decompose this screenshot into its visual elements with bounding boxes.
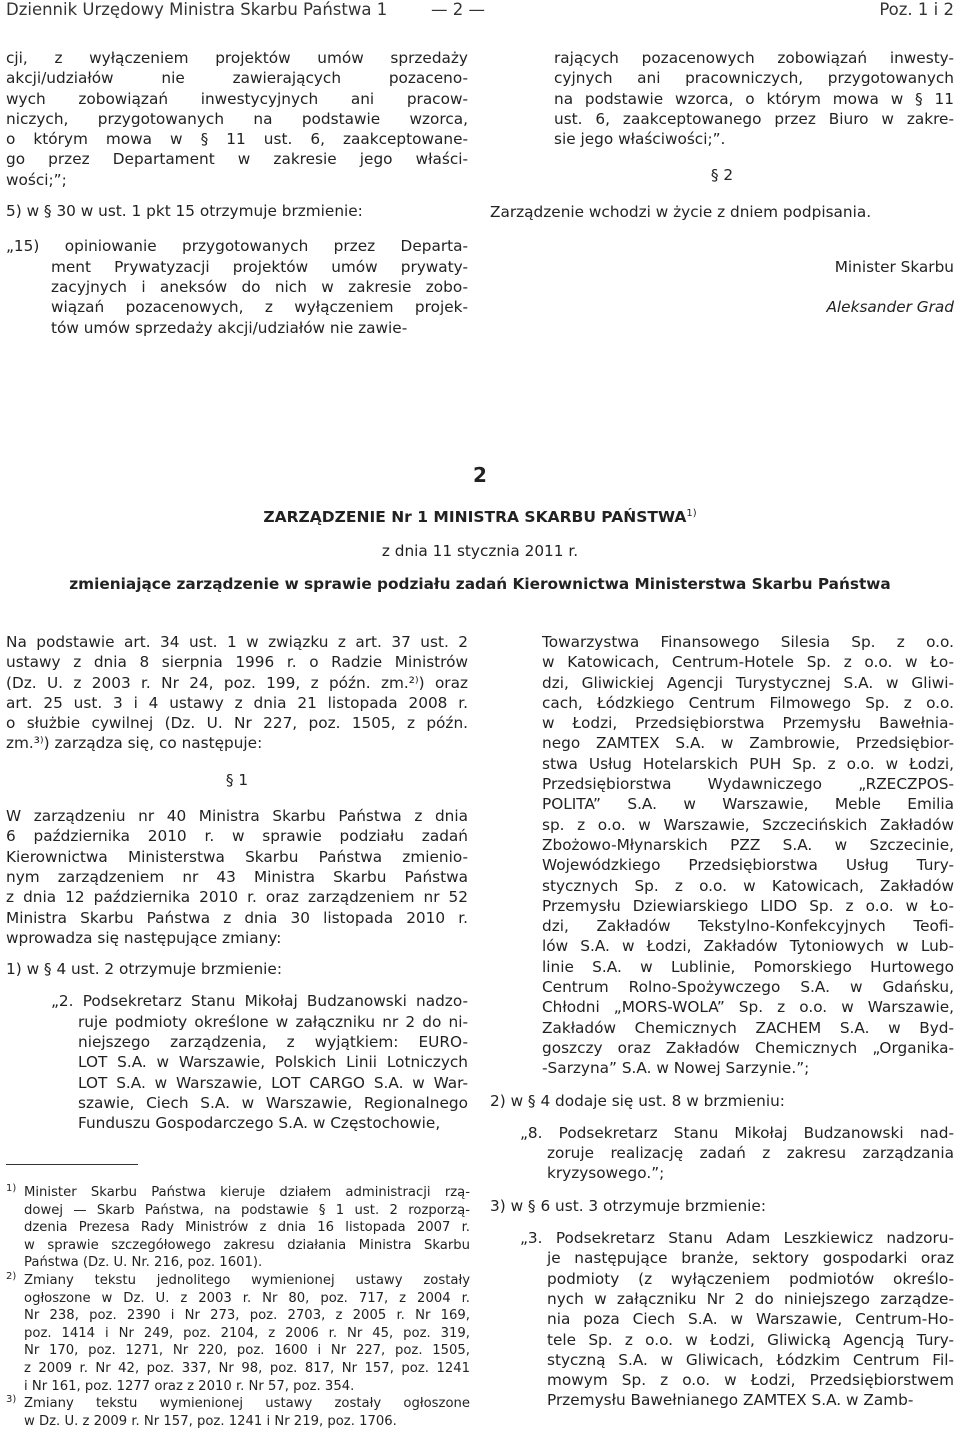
text-line: Centrum Rolno-Spożywczego S.A. w Gdańsku, xyxy=(542,978,954,997)
text-line: Zbożowo-Młynarskich PZZ S.A. w Szczecinie, xyxy=(542,835,954,854)
text-line: linie S.A. w Lublinie, Pomorskiego Hurtowego xyxy=(542,957,954,976)
footnote-line: Zmiany tekstu wymienionej ustawy zostały ogłoszone xyxy=(24,1396,470,1412)
journal-title: Dziennik Urzędowy Ministra Skarbu Państwa 1 xyxy=(6,0,388,19)
text-line: Ministra Skarbu Państwa z dnia 30 listopada 2010 r. xyxy=(6,908,468,927)
text-line: wych zobowiązań inwestycyjnych ani pracow- xyxy=(6,89,468,108)
act-title-text: ZARZĄDZENIE Nr 1 MINISTRA SKARBU PAŃSTWA xyxy=(263,508,687,527)
text-line: -Sarzyna” S.A. w Nowej Sarzynie.”; xyxy=(542,1059,810,1078)
text-line: nego ZAMTEX S.A. w Zambrowie, Przedsiębior- xyxy=(542,734,954,753)
footnote-line: w Dz. U. z 2009 r. Nr 157, poz. 1241 i Nr 219, poz. 1706. xyxy=(24,1413,397,1429)
text-line: Towarzystwa Finansowego Silesia Sp. z o.o. xyxy=(542,633,954,651)
act-date: z dnia 11 stycznia 2011 r. xyxy=(381,542,579,561)
footnote-line: Nr 170, poz. 1271, Nr 220, poz. 1600 i Nr 227, poz. 1505, xyxy=(24,1343,470,1359)
text-line: zoruje realizację zadań z zakresu zarządzania xyxy=(547,1144,954,1163)
text-line: o którym mowa w § 11 ust. 6, zaakceptowane- xyxy=(6,130,468,149)
continuation-text xyxy=(6,48,468,190)
text-line: stycznych Sp. z o.o. w Katowicach, Zakładów xyxy=(542,876,954,895)
text-line: wości;”; xyxy=(6,170,67,189)
text-line: lów S.A. w Łodzi, Zakładów Tytoniowych w Lub- xyxy=(542,937,954,956)
footnote-line: dzenia Prezesa Rady Ministrów z dnia 16 listopada 2007 r. xyxy=(24,1220,470,1236)
footnote-line: Państwa (Dz. U. Nr. 216, poz. 1601). xyxy=(24,1255,263,1271)
amendment-item-2: 2) w § 4 dodaje się ust. 8 w brzmieniu: xyxy=(490,1091,785,1110)
lower-right-column xyxy=(490,632,954,1411)
legal-basis xyxy=(6,632,468,754)
section-1-heading: § 1 xyxy=(225,770,249,789)
act-title xyxy=(0,508,960,526)
text-line: „15) opiniowanie przygotowanych przez Departa- xyxy=(6,237,468,256)
footnote-line: Nr 238, poz. 2390 i Nr 273, poz. 2703, z 2005 r. Nr 169, xyxy=(24,1308,470,1324)
footnote-mark: 2) xyxy=(6,1270,17,1282)
text-line: Wojewódzkiego Przedsiębiorstwa Usług Tury- xyxy=(542,856,954,875)
text-line: dzi, Zakładów Tekstylno-Konfekcyjnych Teofi- xyxy=(542,917,954,936)
lower-left-column xyxy=(6,632,468,1134)
text-line: zacyjnych i aneksów do nich w zakresie zobo- xyxy=(51,277,468,296)
text-line: o służbie cywilnej (Dz. U. Nr 227, poz. 1505, z późn. xyxy=(6,714,468,733)
text-line: (Dz. U. z 2003 r. Nr 24, poz. 199, z późn. zm.²⁾) oraz xyxy=(6,673,468,692)
text-line: Przemysłu Bawełnianego ZAMTEX S.A. w Zamb- xyxy=(547,1391,914,1410)
text-line: kryzysowego.”; xyxy=(547,1164,665,1183)
text-line: sp. z o.o. w Warszawie, Szczecińskich Zakładów xyxy=(542,815,954,834)
footnote-line: w sprawie szczegółowego zakresu działania Ministra Skarbu xyxy=(24,1237,470,1253)
footnote-separator xyxy=(6,1164,138,1165)
text-line: nia poza Ciech S.A. w Warszawie, Centrum-Ho- xyxy=(547,1310,954,1329)
text-line: akcji/udziałów nie zawierających pozaceno- xyxy=(6,69,468,88)
text-line: go przez Departament w zakresie jego właści- xyxy=(6,150,468,169)
text-line: tów umów sprzedaży akcji/udziałów nie zawie- xyxy=(51,318,408,337)
text-line: sie jego właściwości;”. xyxy=(554,130,726,149)
text-line: tele Sp. z o.o. w Łodzi, Gliwicką Agencją Tury- xyxy=(547,1330,954,1349)
text-line: wprowadza się następujące zmiany: xyxy=(6,928,282,947)
text-line: LOT S.A. w Warszawie, Polskich Linii Lotniczych xyxy=(78,1053,468,1072)
text-line: je następujące branże, sektory gospodarki oraz xyxy=(547,1249,954,1268)
footnote-line: i Nr 161, poz. 1277 oraz z 2010 r. Nr 57, poz. 354. xyxy=(24,1378,355,1394)
text-line: Chłodni „MORS-WOLA” Sp. z o.o. w Warszawie, xyxy=(542,998,954,1017)
footnote-mark: 3) xyxy=(6,1394,17,1406)
text-line: rających pozacenowych zobowiązań inwesty- xyxy=(554,49,954,67)
text-line: Na podstawie art. 34 ust. 1 w związku z art. 37 ust. 2 xyxy=(6,633,468,651)
text-line: nych w załączniku Nr 2 do niniejszego zarządze- xyxy=(547,1289,954,1308)
signatory-title: Minister Skarbu xyxy=(834,258,954,277)
section-1-intro xyxy=(6,806,468,948)
text-line: ust. 6, zaakceptowanego przez Biuro w zakre- xyxy=(554,109,954,128)
top-left-column xyxy=(6,48,468,338)
signatory-name: Aleksander Grad xyxy=(826,298,954,317)
text-line: Kierownictwa Ministerstwa Skarbu Państwa zmienio- xyxy=(6,847,468,866)
footnote xyxy=(6,1184,470,1272)
text-line: „3. Podsekretarz Stanu Adam Leszkiewicz nadzoru- xyxy=(520,1229,954,1248)
footnote xyxy=(6,1395,470,1430)
text-line: Funduszu Gospodarczego S.A. w Częstochowie, xyxy=(78,1114,441,1133)
footnote-line: z 2009 r. Nr 42, poz. 337, Nr 98, poz. 817, Nr 157, poz. 1241 xyxy=(24,1360,470,1376)
text-line: stwa Usług Hotelarskich PUH Sp. z o.o. w Łodzi, xyxy=(542,754,954,773)
text-line: „2. Podsekretarz Stanu Mikołaj Budzanowski nadzo- xyxy=(51,992,468,1011)
text-line: W zarządzeniu nr 40 Ministra Skarbu Państwa z dnia xyxy=(6,807,468,826)
text-line: goszczy oraz Zakładów Chemicznych „Organika- xyxy=(542,1038,954,1057)
page-header xyxy=(6,0,954,20)
footnote-line: ogłoszone w Dz. U. z 2003 r. Nr 80, poz. 717, z 2004 r. xyxy=(24,1290,470,1306)
text-line: 6 października 2010 r. w sprawie podziału zadań xyxy=(6,827,468,846)
text-line: zm.³⁾) zarządza się, co następuje: xyxy=(6,734,263,753)
act-subject: zmieniające zarządzenie w sprawie podziału zadań Kierownictwa Ministerstwa Skarbu Państwa xyxy=(69,575,891,594)
text-line: niejszego zarządzenia, z wyjątkiem: EURO- xyxy=(78,1033,468,1052)
act-heading xyxy=(0,462,960,593)
text-line: POLITA” S.A. w Warszawie, Meble Emilia xyxy=(542,795,954,814)
paragraph-8-text xyxy=(490,1123,954,1184)
text-line: cyjnych ani pracowniczych, przygotowanych xyxy=(554,69,954,88)
continuation-entity-list xyxy=(490,632,954,1079)
text-line: ruje podmioty określone w załączniku nr 2 do ni- xyxy=(78,1012,468,1031)
amendment-item-5: 5) w § 30 w ust. 1 pkt 15 otrzymuje brzmienie: xyxy=(6,202,363,221)
text-line: podmioty (z wyłączeniem podmiotów określo- xyxy=(547,1269,954,1288)
effective-date-clause: Zarządzenie wchodzi w życie z dniem podpisania. xyxy=(490,202,872,221)
text-line: z dnia 12 października 2010 r. oraz zarządzeniem nr 52 xyxy=(6,888,468,907)
paragraph-3-text xyxy=(490,1228,954,1411)
text-line: ustawy z dnia 8 sierpnia 1996 r. o Radzie Ministrów xyxy=(6,653,468,672)
text-line: Zakładów Chemicznych ZACHEM S.A. w Byd- xyxy=(542,1018,954,1037)
text-line: Przemysłu Dziewiarskiego LIDO Sp. z o.o. w Ło- xyxy=(542,896,954,915)
text-line: niczych, przygotowanych na podstawie wzorca, xyxy=(6,109,468,128)
text-line: szawie, Ciech S.A. w Warszawie, Regionalnego xyxy=(78,1093,468,1112)
amendment-item-3: 3) w § 6 ust. 3 otrzymuje brzmienie: xyxy=(490,1196,766,1215)
footnote-line: Zmiany tekstu jednolitego wymienionej ustawy zostały xyxy=(24,1272,470,1288)
text-line: w Katowicach, Centrum-Hotele Sp. z o.o. w Ło- xyxy=(542,653,954,672)
text-line: dzi, Gliwickiej Agencji Turystycznej S.A. w Gliwi- xyxy=(542,673,954,692)
footnote-line: dowej — Skarb Państwa, na podstawie § 1 ust. 2 rozporzą- xyxy=(24,1202,470,1218)
text-line: LOT S.A. w Warszawie, LOT CARGO S.A. w War- xyxy=(78,1073,468,1092)
footnotes xyxy=(6,1184,470,1430)
footnote xyxy=(6,1272,470,1395)
text-line: na podstawie wzorca, o którym mowa w § 11 xyxy=(554,89,954,108)
point-15-text xyxy=(6,236,468,337)
footnote-line: Minister Skarbu Państwa kieruje działem administracji rzą- xyxy=(24,1185,470,1200)
text-line: nym zarządzeniem nr 43 Ministra Skarbu Państwa xyxy=(6,867,468,886)
paragraph-2-text xyxy=(6,991,468,1133)
text-line: styczną S.A. w Gliwicach, Łódzkim Centrum Fil- xyxy=(547,1350,954,1369)
text-line: „8. Podsekretarz Stanu Mikołaj Budzanowski nad- xyxy=(520,1123,954,1142)
text-line: Przedsiębiorstwa Wydawniczego „RZECZPOS- xyxy=(542,775,954,794)
text-line: mowym Sp. z o.o. w Łodzi, Przedsiębiorstwem xyxy=(547,1371,954,1390)
text-line: art. 25 ust. 3 i 4 ustawy z dnia 21 listopada 2008 r. xyxy=(6,693,468,712)
page-number: — 2 — xyxy=(431,0,485,19)
text-line: w Łodzi, Przedsiębiorstwa Przemysłu Bawełnia- xyxy=(542,714,954,733)
text-line: cach, Łódzkiego Centrum Filmowego Sp. z o.o. xyxy=(542,693,954,712)
text-line: cji, z wyłączeniem projektów umów sprzedaży xyxy=(6,49,468,67)
act-title-footnote-ref: 1) xyxy=(686,508,697,519)
footnote-mark: 1) xyxy=(6,1183,17,1194)
text-line: ment Prywatyzacji projektów umów prywaty- xyxy=(51,257,468,276)
footnote-line: poz. 1414 i Nr 249, poz. 2104, z 2006 r. Nr 45, poz. 319, xyxy=(24,1325,470,1341)
text-line: wiązań pozacenowych, z wyłączeniem projek- xyxy=(51,298,468,317)
top-right-column xyxy=(490,48,954,318)
amendment-item-1: 1) w § 4 ust. 2 otrzymuje brzmienie: xyxy=(6,960,282,979)
section-2-heading: § 2 xyxy=(710,166,734,185)
position-ref: Poz. 1 i 2 xyxy=(879,0,954,19)
act-number: 2 xyxy=(473,463,487,487)
continuation-text-right xyxy=(490,48,954,149)
